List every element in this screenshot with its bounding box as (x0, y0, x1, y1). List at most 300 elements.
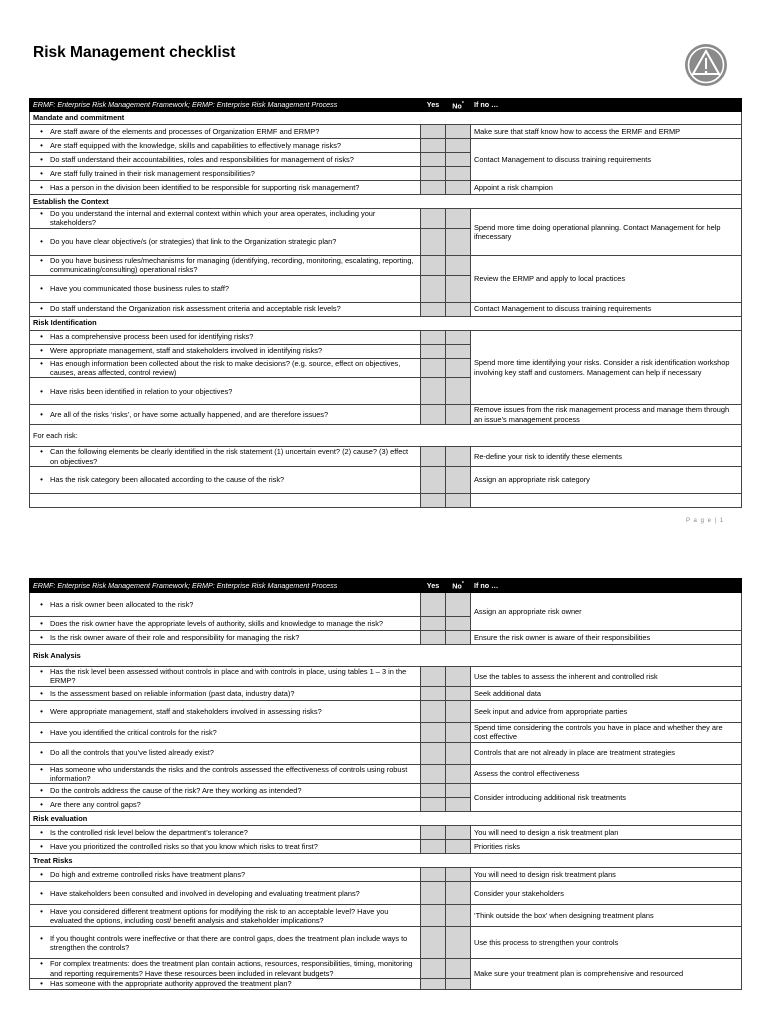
checklist-item (30, 631, 742, 645)
header-ifno: If no … (471, 99, 742, 112)
checklist-question (30, 358, 421, 378)
yes-checkbox[interactable] (421, 275, 446, 302)
no-checkbox[interactable] (446, 330, 471, 344)
header-no-footnote: * (461, 100, 464, 107)
header-yes: Yes (421, 579, 446, 593)
checklist-question (30, 667, 421, 687)
question-text: Has someone who understands the risks and the controls assessed the effectiveness of controls using robust information? (50, 764, 408, 784)
bullet-icon: • (40, 800, 43, 810)
section-title: Risk Analysis (30, 645, 742, 667)
bullet-icon: • (40, 304, 43, 314)
yes-checkbox[interactable] (421, 302, 446, 316)
checklist-question (30, 882, 421, 905)
bullet-icon: • (40, 332, 43, 342)
yes-checkbox[interactable] (421, 330, 446, 344)
question-text: Have stakeholders been consulted and involved in developing and evaluating treatment plans? (50, 888, 360, 898)
no-checkbox[interactable] (446, 378, 471, 405)
if-no-action: Spend more time identifying your risks. Consider a risk identification workshop involving key staff and customers. Management can help if necessary (471, 330, 742, 405)
checklist-item (30, 302, 742, 316)
section-title: Risk Identification (30, 316, 742, 330)
checklist-item (30, 764, 742, 784)
checklist-question (30, 153, 421, 167)
yes-checkbox[interactable] (421, 882, 446, 905)
question-text: Has the risk category been allocated according to the cause of the risk? (50, 475, 285, 485)
if-no-action: Assign an appropriate risk category (471, 467, 742, 494)
checklist-question (30, 905, 421, 927)
no-checkbox[interactable] (446, 826, 471, 840)
checklist-table-1 (29, 98, 742, 508)
checklist-question (30, 125, 421, 139)
header-no: No* (446, 579, 471, 593)
no-checkbox[interactable] (446, 905, 471, 927)
question-wrapper (33, 689, 417, 698)
question-text: Do all the controls that you’ve listed already exist? (50, 748, 214, 758)
yes-checkbox[interactable] (421, 494, 446, 508)
organization-logo (684, 43, 728, 87)
question-text: Can the following elements be clearly identified in the risk statement (1) uncertain event? (2) cause? (3) effect on objectives? (50, 447, 409, 466)
question-text: Has enough information been collected about the risk to make decisions? (e.g. source, effect on objectives, causes, areas affected, control review) (50, 358, 401, 378)
checklist-question (30, 631, 421, 645)
no-checkbox[interactable] (446, 959, 471, 979)
checklist-question (30, 228, 421, 255)
question-text: Has a person in the division been identified to be responsible for supporting risk management? (50, 182, 360, 192)
checklist-question (30, 405, 421, 425)
bullet-icon: • (40, 933, 43, 943)
question-wrapper (33, 934, 417, 953)
checklist-question (30, 686, 421, 700)
checklist-question (30, 840, 421, 854)
no-checkbox[interactable] (446, 840, 471, 854)
question-text: Do high and extreme controlled risks have treatment plans? (50, 870, 246, 880)
bullet-icon: • (40, 346, 43, 356)
question-text: Does the risk owner have the appropriate levels of authority, skills and knowledge to manage the risk? (50, 618, 384, 628)
checklist-question (30, 275, 421, 302)
yes-checkbox[interactable] (421, 959, 446, 979)
yes-checkbox[interactable] (421, 798, 446, 812)
question-text: Have you identified the critical controls for the risk? (50, 727, 217, 737)
bullet-icon: • (40, 727, 43, 737)
section-heading (30, 316, 742, 330)
bullet-icon: • (40, 632, 43, 642)
bullet-icon: • (40, 959, 43, 969)
sub-heading (30, 425, 742, 447)
checklist-item (30, 959, 742, 979)
no-checkbox[interactable] (446, 139, 471, 153)
if-no-action: Spend more time doing operational planning. Contact Management for help ifnecessary (471, 209, 742, 256)
if-no-action: Spend time considering the controls you have in place and whether they are cost effective (471, 722, 742, 742)
yes-checkbox[interactable] (421, 742, 446, 764)
question-text: Have you communicated those business rules to staff? (50, 283, 229, 293)
yes-checkbox[interactable] (421, 344, 446, 358)
bullet-icon: • (40, 283, 43, 293)
question-wrapper (33, 127, 417, 136)
checklist-item (30, 447, 742, 467)
question-text: Is the risk owner aware of their role and responsibility for managing the risk? (50, 632, 300, 642)
question-wrapper (33, 889, 417, 898)
section-heading (30, 195, 742, 209)
checklist-question (30, 209, 421, 229)
bullet-icon: • (40, 906, 43, 916)
question-text: Has a comprehensive process been used for identifying risks? (50, 332, 254, 342)
header-yes: Yes (421, 99, 446, 112)
question-wrapper (33, 619, 417, 628)
yes-checkbox[interactable] (421, 255, 446, 275)
question-wrapper (33, 256, 417, 275)
header-no: No* (446, 99, 471, 112)
bullet-icon: • (40, 154, 43, 164)
if-no-action: Re-define your risk to identify these elements (471, 447, 742, 467)
section-title: Mandate and commitment (30, 112, 742, 125)
no-checkbox[interactable] (446, 764, 471, 784)
bullet-icon: • (40, 842, 43, 852)
if-no-action: You will need to design risk treatment plans (471, 868, 742, 882)
bullet-icon: • (40, 447, 43, 457)
question-wrapper (33, 346, 417, 355)
yes-checkbox[interactable] (421, 228, 446, 255)
no-checkbox[interactable] (446, 927, 471, 959)
checklist-item (30, 139, 742, 153)
bullet-icon: • (40, 888, 43, 898)
checklist-item (30, 905, 742, 927)
section-heading (30, 854, 742, 868)
question-wrapper (33, 359, 417, 378)
question-wrapper (33, 332, 417, 341)
bullet-icon: • (40, 255, 43, 265)
checklist-question (30, 139, 421, 153)
no-checkbox[interactable] (446, 467, 471, 494)
checklist-item (30, 330, 742, 344)
question-wrapper (33, 169, 417, 178)
if-no-action: Seek input and advice from appropriate parties (471, 700, 742, 722)
checklist-item (30, 667, 742, 687)
checklist-item (30, 255, 742, 275)
checklist-item (30, 927, 742, 959)
bullet-icon: • (40, 358, 43, 368)
bullet-icon: • (40, 237, 43, 247)
checklist-question (30, 927, 421, 959)
question-text: Has a risk owner been allocated to the risk? (50, 599, 194, 609)
yes-checkbox[interactable] (421, 167, 446, 181)
question-text: Do staff understand their accountabilities, roles and responsibilities for management of risks? (50, 154, 354, 164)
yes-checkbox[interactable] (421, 840, 446, 854)
checklist-item (30, 125, 742, 139)
question-text: Were appropriate management, staff and stakeholders involved in assessing risks? (50, 706, 322, 716)
bullet-icon: • (40, 599, 43, 609)
checklist-question (30, 344, 421, 358)
question-wrapper (33, 600, 417, 609)
no-checkbox[interactable] (446, 447, 471, 467)
question-text: Have you considered different treatment options for modifying the risk to an acceptable level? Have you evaluated the options, including cost/ benefit analysis and stakeholder implications? (50, 906, 389, 925)
question-wrapper (33, 410, 417, 419)
checklist-question (30, 467, 421, 494)
no-checkbox[interactable] (446, 700, 471, 722)
no-checkbox[interactable] (446, 228, 471, 255)
yes-checkbox[interactable] (421, 826, 446, 840)
bullet-icon: • (40, 386, 43, 396)
question-text: Has the risk level been assessed without controls in place and with controls in place, using tables 1 – 3 in the ERMP? (50, 667, 407, 686)
no-checkbox[interactable] (446, 722, 471, 742)
checklist-question (30, 868, 421, 882)
if-no-action: ‘Think outside the box’ when designing treatment plans (471, 905, 742, 927)
no-checkbox[interactable] (446, 631, 471, 645)
question-wrapper (33, 387, 417, 396)
bullet-icon: • (40, 209, 43, 218)
section-title: For each risk: (30, 425, 742, 447)
no-checkbox[interactable] (446, 181, 471, 195)
yes-checkbox[interactable] (421, 467, 446, 494)
no-checkbox[interactable] (446, 667, 471, 687)
question-text: Is the controlled risk level below the department’s tolerance? (50, 828, 248, 838)
bullet-icon: • (40, 168, 43, 178)
yes-checkbox[interactable] (421, 593, 446, 617)
bullet-icon: • (40, 748, 43, 758)
yes-checkbox[interactable] (421, 447, 446, 467)
question-text: Are staff equipped with the knowledge, skills and capabilities to effectively manage risks? (50, 140, 341, 150)
yes-checkbox[interactable] (421, 209, 446, 229)
question-wrapper (33, 786, 417, 795)
checklist-question (30, 700, 421, 722)
checklist-item (30, 882, 742, 905)
question-text: Were appropriate management, staff and stakeholders involved in identifying risks? (50, 346, 323, 356)
no-checkbox[interactable] (446, 344, 471, 358)
no-checkbox[interactable] (446, 784, 471, 798)
question-text: Are all of the risks ‘risks’, or have some actually happened, and are therefore issues? (50, 410, 329, 420)
bullet-icon: • (40, 688, 43, 698)
bullet-icon: • (40, 126, 43, 136)
section-heading (30, 112, 742, 125)
yes-checkbox[interactable] (421, 378, 446, 405)
if-no-action: Contact Management to discuss training requirements (471, 139, 742, 181)
yes-checkbox[interactable] (421, 722, 446, 742)
question-wrapper (33, 141, 417, 150)
bullet-icon: • (40, 828, 43, 838)
bullet-icon: • (40, 410, 43, 420)
checklist-question (30, 593, 421, 617)
checklist-question (30, 798, 421, 812)
header-question: ERMF: Enterprise Risk Management Framework; ERMP: Enterprise Risk Management Process (30, 99, 421, 112)
no-checkbox[interactable] (446, 255, 471, 275)
checklist-question (30, 742, 421, 764)
question-wrapper (33, 765, 417, 784)
checklist-item (30, 181, 742, 195)
header-ifno: If no … (471, 579, 742, 593)
bullet-icon: • (40, 706, 43, 716)
no-checkbox[interactable] (446, 209, 471, 229)
yes-checkbox[interactable] (421, 405, 446, 425)
question-wrapper (33, 979, 417, 988)
yes-checkbox[interactable] (421, 905, 446, 927)
yes-checkbox[interactable] (421, 686, 446, 700)
if-no-action: Use this process to strengthen your controls (471, 927, 742, 959)
if-no-action: You will need to design a risk treatment plan (471, 826, 742, 840)
yes-checkbox[interactable] (421, 153, 446, 167)
question-text: Do you have clear objective/s (or strategies) that link to the Organization strategic plan? (50, 237, 337, 247)
if-no-action: Contact Management to discuss training requirements (471, 302, 742, 316)
question-text: Has someone with the appropriate authority approved the treatment plan? (50, 979, 292, 989)
blank-action-cell (471, 494, 742, 508)
yes-checkbox[interactable] (421, 139, 446, 153)
question-wrapper (33, 907, 417, 926)
bullet-icon: • (40, 979, 43, 989)
if-no-action: Assess the control effectiveness (471, 764, 742, 784)
checklist-item (30, 784, 742, 798)
header-row (30, 579, 742, 593)
section-heading (30, 812, 742, 826)
section-title: Risk evaluation (30, 812, 742, 826)
yes-checkbox[interactable] (421, 181, 446, 195)
no-checkbox[interactable] (446, 167, 471, 181)
checklist-item (30, 722, 742, 742)
yes-checkbox[interactable] (421, 868, 446, 882)
question-text: If you thought controls were ineffective or that there are control gaps, does the treatment plan include ways to strengthen the controls? (50, 933, 408, 952)
if-no-action: Assign an appropriate risk owner (471, 593, 742, 631)
checklist-item (30, 826, 742, 840)
bullet-icon: • (40, 475, 43, 485)
no-checkbox[interactable] (446, 125, 471, 139)
question-wrapper (33, 828, 417, 837)
question-text: Do the controls address the cause of the risk? Are they working as intended? (50, 786, 302, 796)
question-wrapper (33, 870, 417, 879)
bullet-icon: • (40, 140, 43, 150)
checklist-item (30, 593, 742, 617)
question-wrapper (33, 447, 417, 466)
page-title: Risk Management checklist (33, 44, 236, 61)
checklist-item (30, 868, 742, 882)
page-number: P a g e | 1 (686, 518, 725, 524)
if-no-action: Make sure your treatment plan is comprehensive and resourced (471, 959, 742, 989)
question-wrapper (33, 183, 417, 192)
header-no-footnote: * (461, 581, 464, 588)
no-checkbox[interactable] (446, 868, 471, 882)
checklist-question (30, 979, 421, 989)
question-text: Is the assessment based on reliable information (past data, industry data)? (50, 688, 295, 698)
checklist-item (30, 209, 742, 229)
checklist-question (30, 181, 421, 195)
checklist-question (30, 959, 421, 979)
no-checkbox[interactable] (446, 798, 471, 812)
yes-checkbox[interactable] (421, 764, 446, 784)
if-no-action: Seek additional data (471, 686, 742, 700)
if-no-action: Appoint a risk champion (471, 181, 742, 195)
yes-checkbox[interactable] (421, 617, 446, 631)
checklist-item (30, 467, 742, 494)
checklist-question (30, 167, 421, 181)
question-text: Have you prioritized the controlled risks so that you know which risks to treat first? (50, 842, 318, 852)
question-wrapper (33, 707, 417, 716)
checklist-question (30, 764, 421, 784)
bullet-icon: • (40, 870, 43, 880)
checklist-question (30, 302, 421, 316)
yes-checkbox[interactable] (421, 125, 446, 139)
bullet-icon: • (40, 764, 43, 774)
section-heading (30, 645, 742, 667)
yes-checkbox[interactable] (421, 667, 446, 687)
checklist-table-2 (29, 578, 742, 990)
checklist-question (30, 378, 421, 405)
no-checkbox[interactable] (446, 686, 471, 700)
question-wrapper (33, 667, 417, 686)
no-checkbox[interactable] (446, 358, 471, 378)
question-wrapper (33, 800, 417, 809)
no-checkbox[interactable] (446, 742, 471, 764)
question-text: Do you understand the internal and external context within which your area operates, including your stakeholders? (50, 209, 376, 228)
question-wrapper (33, 633, 417, 642)
no-checkbox[interactable] (446, 617, 471, 631)
bullet-icon: • (40, 618, 43, 628)
question-wrapper (33, 209, 417, 228)
checklist-item (30, 686, 742, 700)
yes-checkbox[interactable] (421, 927, 446, 959)
bullet-icon: • (40, 182, 43, 192)
section-title: Treat Risks (30, 854, 742, 868)
if-no-action: Consider introducing additional risk treatments (471, 784, 742, 812)
question-text: Are staff fully trained in their risk management responsibilities? (50, 168, 255, 178)
question-text: Are staff aware of the elements and processes of Organization ERMF and ERMP? (50, 126, 320, 136)
no-checkbox[interactable] (446, 494, 471, 508)
blank-cell (30, 494, 421, 508)
checklist-question (30, 784, 421, 798)
checklist-item (30, 405, 742, 425)
yes-checkbox[interactable] (421, 700, 446, 722)
no-checkbox[interactable] (446, 275, 471, 302)
question-text: Have risks been identified in relation to your objectives? (50, 386, 233, 396)
bullet-icon: • (40, 786, 43, 796)
checklist-item (30, 840, 742, 854)
checklist-question (30, 617, 421, 631)
question-wrapper (33, 304, 417, 313)
question-wrapper (33, 748, 417, 757)
if-no-action: Use the tables to assess the inherent and controlled risk (471, 667, 742, 687)
question-text: Do you have business rules/mechanisms for managing (identifying, recording, monitoring, escalating, reporting, communicating/consulting) operational risks? (50, 255, 414, 275)
checklist-question (30, 722, 421, 742)
if-no-action: Controls that are not already in place are treatment strategies (471, 742, 742, 764)
blank-row (30, 494, 742, 508)
question-text: For complex treatments: does the treatment plan contain actions, resources, responsibilities, timing, monitoring and reporting requirements? Have these resources been included in relevant budgets? (50, 959, 413, 978)
no-checkbox[interactable] (446, 405, 471, 425)
question-wrapper (33, 237, 417, 246)
no-checkbox[interactable] (446, 302, 471, 316)
question-wrapper (33, 284, 417, 293)
header-row (30, 99, 742, 112)
if-no-action: Review the ERMP and apply to local practices (471, 255, 742, 302)
if-no-action: Ensure the risk owner is aware of their responsibilities (471, 631, 742, 645)
checklist-question (30, 330, 421, 344)
no-checkbox[interactable] (446, 153, 471, 167)
yes-checkbox[interactable] (421, 784, 446, 798)
checklist-item (30, 700, 742, 722)
question-wrapper (33, 475, 417, 484)
checklist-item (30, 742, 742, 764)
if-no-action: Consider your stakeholders (471, 882, 742, 905)
yes-checkbox[interactable] (421, 358, 446, 378)
question-text: Are there any control gaps? (50, 800, 141, 810)
no-checkbox[interactable] (446, 882, 471, 905)
header-question: ERMF: Enterprise Risk Management Framework; ERMP: Enterprise Risk Management Process (30, 579, 421, 593)
question-text: Do staff understand the Organization risk assessment criteria and acceptable risk levels? (50, 304, 341, 314)
checklist-question (30, 826, 421, 840)
question-wrapper (33, 959, 417, 978)
no-checkbox[interactable] (446, 593, 471, 617)
no-checkbox[interactable] (446, 979, 471, 989)
yes-checkbox[interactable] (421, 631, 446, 645)
checklist-question (30, 255, 421, 275)
yes-checkbox[interactable] (421, 979, 446, 989)
if-no-action: Make sure that staff know how to access the ERMF and ERMP (471, 125, 742, 139)
if-no-action: Priorities risks (471, 840, 742, 854)
question-wrapper (33, 728, 417, 737)
bullet-icon: • (40, 667, 43, 676)
checklist-question (30, 447, 421, 467)
